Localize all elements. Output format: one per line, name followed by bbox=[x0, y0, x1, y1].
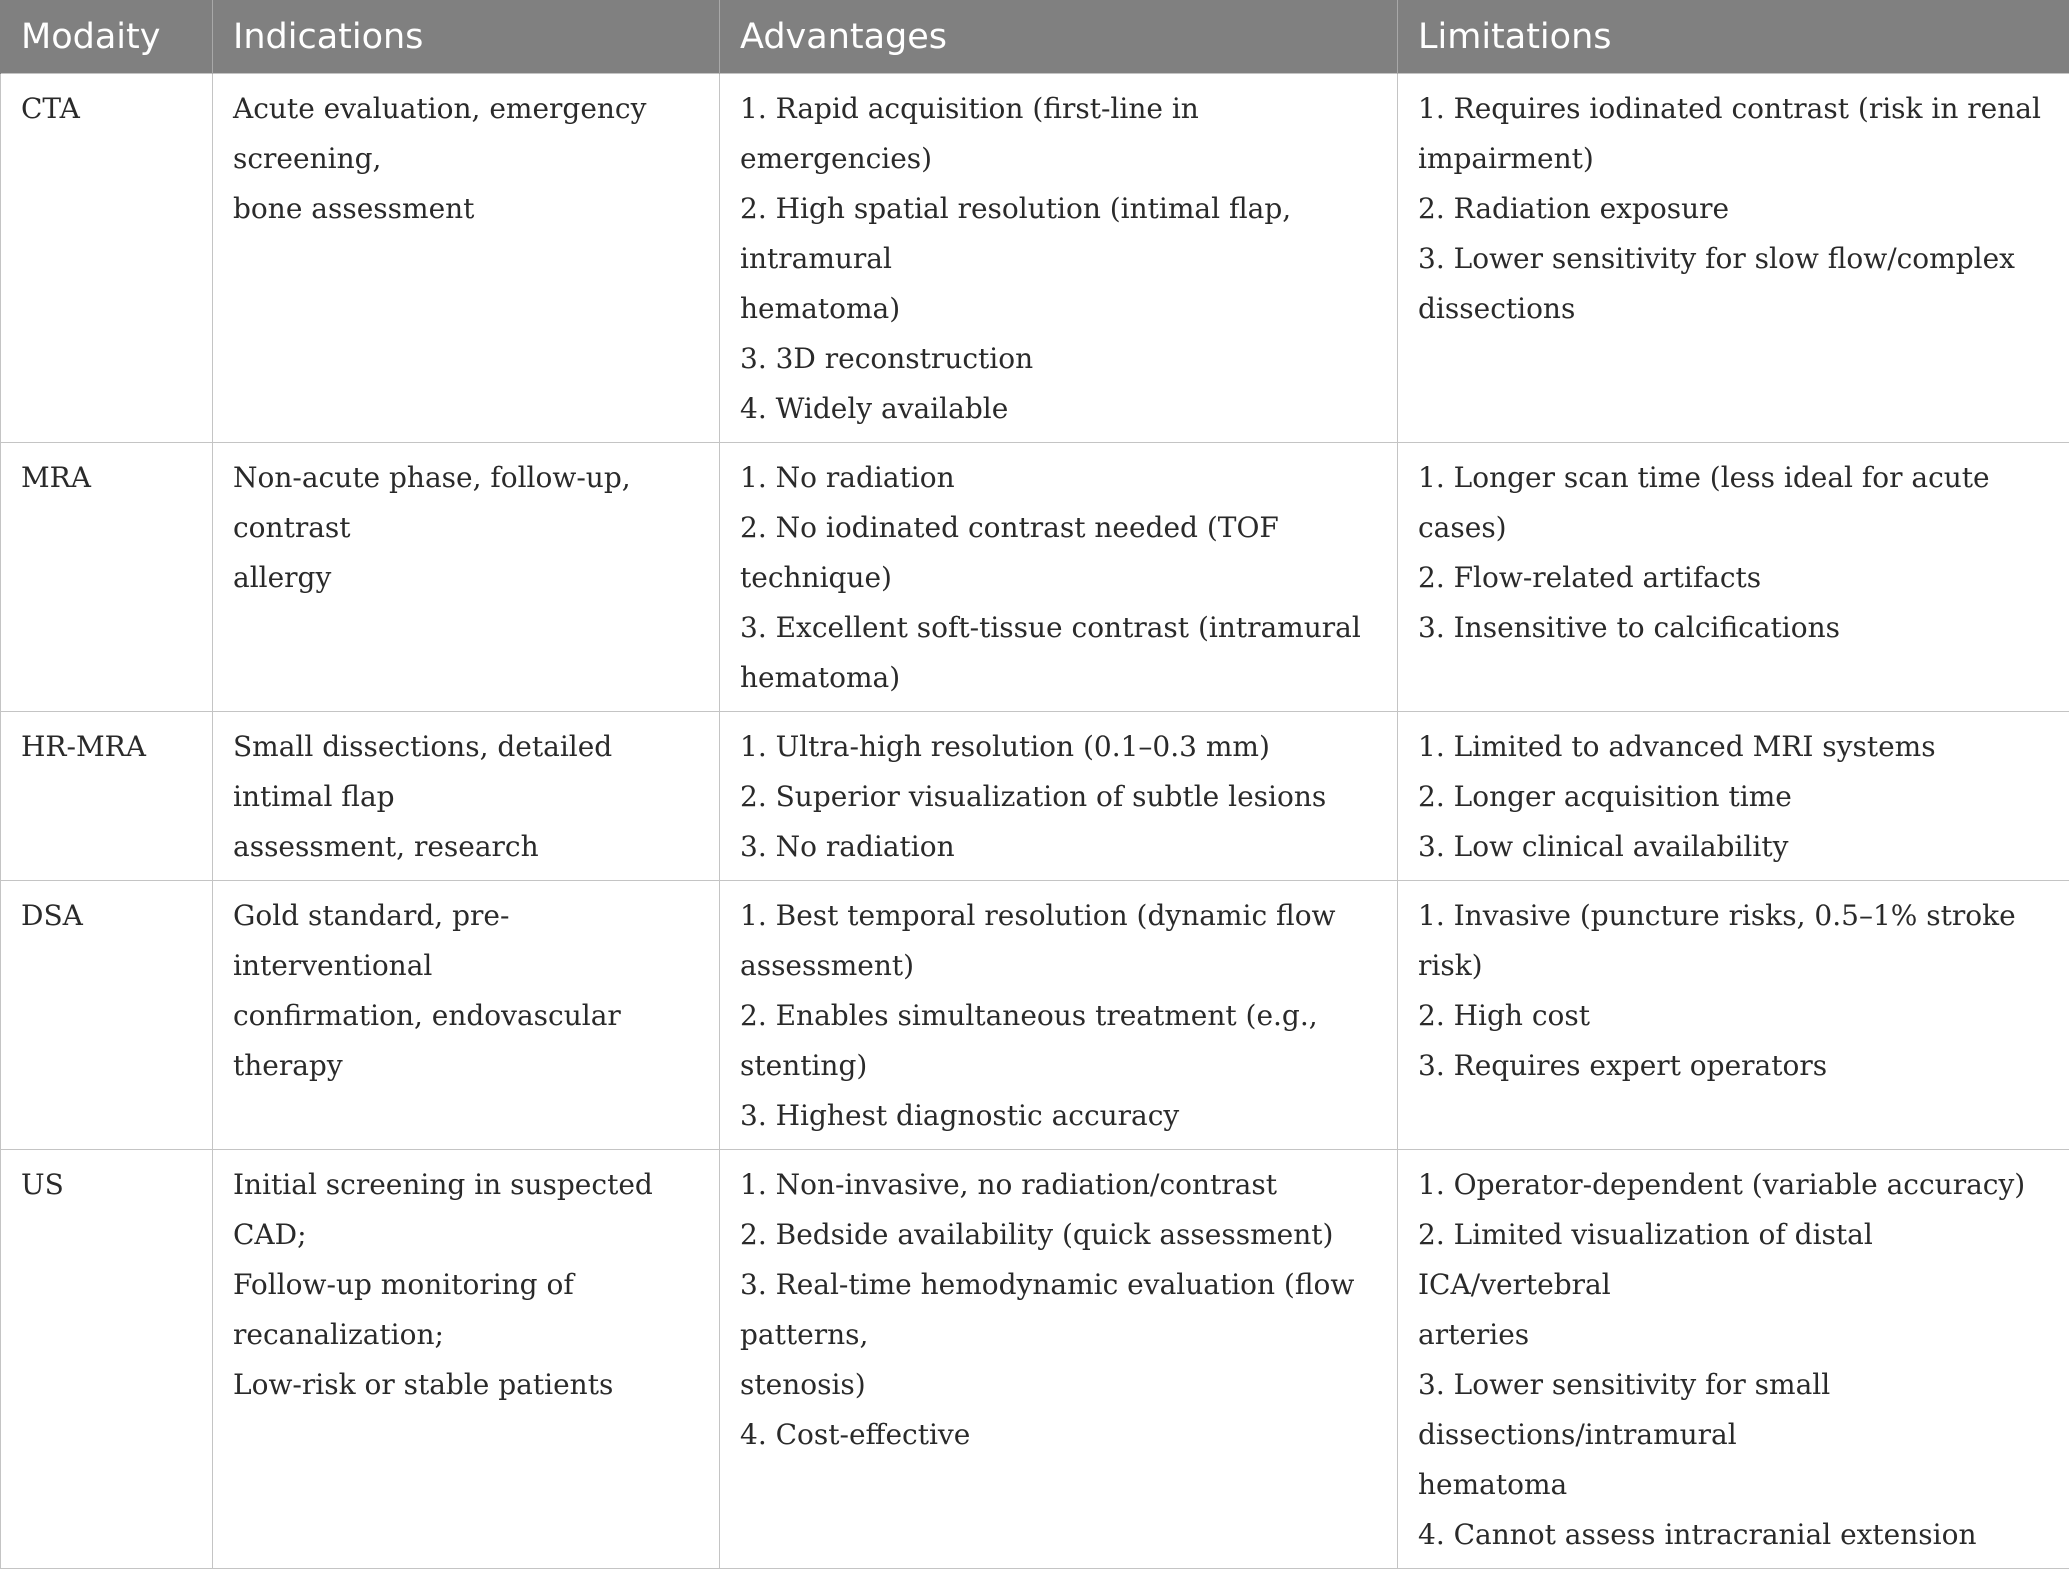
cell-modality bbox=[1, 443, 213, 712]
limitations-line: hematoma bbox=[1418, 1460, 2057, 1510]
indications-line: Small dissections, detailed intimal flap bbox=[233, 722, 707, 822]
cell-modality bbox=[1, 74, 213, 443]
header-indications: Indications bbox=[213, 1, 720, 74]
cell-limitations bbox=[1398, 443, 2069, 712]
advantages-line: 3. Excellent soft-tissue contrast (intramural bbox=[740, 603, 1385, 653]
limitations-line: 1. Invasive (puncture risks, 0.5–1% stroke risk) bbox=[1418, 891, 2057, 991]
indications-line: Initial screening in suspected CAD; bbox=[233, 1160, 707, 1260]
advantages-line: 2. No iodinated contrast needed (TOF technique) bbox=[740, 503, 1385, 603]
modality-name: CTA bbox=[21, 84, 200, 134]
indications-line: bone assessment bbox=[233, 184, 707, 234]
limitations-line: 3. Insensitive to calcifications bbox=[1418, 603, 2057, 653]
advantages-line: stenosis) bbox=[740, 1360, 1385, 1410]
limitations-line: impairment) bbox=[1418, 134, 2057, 184]
advantages-line: 2. Bedside availability (quick assessment) bbox=[740, 1210, 1385, 1260]
cell-advantages bbox=[720, 443, 1398, 712]
indications-line: assessment, research bbox=[233, 822, 707, 872]
cell-indications bbox=[213, 74, 720, 443]
limitations-line: 3. Lower sensitivity for small dissections/intramural bbox=[1418, 1360, 2057, 1460]
limitations-line: 2. Radiation exposure bbox=[1418, 184, 2057, 234]
cell-indications bbox=[213, 712, 720, 881]
advantages-line: 1. Ultra-high resolution (0.1–0.3 mm) bbox=[740, 722, 1385, 772]
advantages-line: 1. Best temporal resolution (dynamic flow assessment) bbox=[740, 891, 1385, 991]
table-row bbox=[1, 74, 2069, 443]
modality-name: DSA bbox=[21, 891, 200, 941]
table-body bbox=[1, 74, 2069, 1569]
limitations-line: 3. Low clinical availability bbox=[1418, 822, 2057, 872]
limitations-line: 2. High cost bbox=[1418, 991, 2057, 1041]
table-row bbox=[1, 881, 2069, 1150]
cell-indications bbox=[213, 443, 720, 712]
limitations-line: 1. Longer scan time (less ideal for acute cases) bbox=[1418, 453, 2057, 553]
cell-limitations bbox=[1398, 712, 2069, 881]
header-limitations: Limitations bbox=[1398, 1, 2069, 74]
advantages-line: 3. 3D reconstruction bbox=[740, 334, 1385, 384]
table-row bbox=[1, 712, 2069, 881]
advantages-line: 1. Rapid acquisition (first-line in emergencies) bbox=[740, 84, 1385, 184]
cell-modality bbox=[1, 1150, 213, 1569]
advantages-line: 4. Widely available bbox=[740, 384, 1385, 434]
cell-advantages bbox=[720, 74, 1398, 443]
header-row bbox=[1, 1, 2069, 74]
cell-limitations bbox=[1398, 74, 2069, 443]
indications-line: Acute evaluation, emergency screening, bbox=[233, 84, 707, 184]
advantages-line: 2. High spatial resolution (intimal flap, intramural bbox=[740, 184, 1385, 284]
limitations-line: 2. Limited visualization of distal ICA/vertebral bbox=[1418, 1210, 2057, 1310]
indications-line: Non-acute phase, follow-up, contrast bbox=[233, 453, 707, 553]
advantages-line: hematoma) bbox=[740, 653, 1385, 703]
cell-limitations bbox=[1398, 1150, 2069, 1569]
cell-modality bbox=[1, 881, 213, 1150]
advantages-line: 1. No radiation bbox=[740, 453, 1385, 503]
limitations-line: 3. Lower sensitivity for slow flow/complex dissections bbox=[1418, 234, 2057, 334]
limitations-line: 2. Flow-related artifacts bbox=[1418, 553, 2057, 603]
table-row bbox=[1, 443, 2069, 712]
modality-name: US bbox=[21, 1160, 200, 1210]
limitations-line: 2. Longer acquisition time bbox=[1418, 772, 2057, 822]
cell-limitations bbox=[1398, 881, 2069, 1150]
limitations-line: arteries bbox=[1418, 1310, 2057, 1360]
cell-indications bbox=[213, 1150, 720, 1569]
table-header bbox=[1, 1, 2069, 74]
modality-name: HR-MRA bbox=[21, 722, 200, 772]
advantages-line: 1. Non-invasive, no radiation/contrast bbox=[740, 1160, 1385, 1210]
cell-advantages bbox=[720, 1150, 1398, 1569]
header-advantages: Advantages bbox=[720, 1, 1398, 74]
table-row bbox=[1, 1150, 2069, 1569]
cell-advantages bbox=[720, 712, 1398, 881]
modality-name: MRA bbox=[21, 453, 200, 503]
advantages-line: 2. Enables simultaneous treatment (e.g., stenting) bbox=[740, 991, 1385, 1091]
header-modality: Modaity bbox=[1, 1, 213, 74]
limitations-line: 1. Limited to advanced MRI systems bbox=[1418, 722, 2057, 772]
advantages-line: 2. Superior visualization of subtle lesions bbox=[740, 772, 1385, 822]
cell-modality bbox=[1, 712, 213, 881]
limitations-line: 1. Requires iodinated contrast (risk in renal bbox=[1418, 84, 2057, 134]
limitations-line: 4. Cannot assess intracranial extension bbox=[1418, 1510, 2057, 1560]
limitations-line: 1. Operator-dependent (variable accuracy) bbox=[1418, 1160, 2057, 1210]
limitations-line: 3. Requires expert operators bbox=[1418, 1041, 2057, 1091]
indications-line: Low-risk or stable patients bbox=[233, 1360, 707, 1410]
advantages-line: 3. Real-time hemodynamic evaluation (flow patterns, bbox=[740, 1260, 1385, 1360]
advantages-line: 4. Cost-effective bbox=[740, 1410, 1385, 1460]
advantages-line: 3. No radiation bbox=[740, 822, 1385, 872]
indications-line: Gold standard, pre-interventional bbox=[233, 891, 707, 991]
advantages-line: 3. Highest diagnostic accuracy bbox=[740, 1091, 1385, 1141]
cell-indications bbox=[213, 881, 720, 1150]
indications-line: confirmation, endovascular therapy bbox=[233, 991, 707, 1091]
indications-line: allergy bbox=[233, 553, 707, 603]
advantages-line: hematoma) bbox=[740, 284, 1385, 334]
indications-line: Follow-up monitoring of recanalization; bbox=[233, 1260, 707, 1360]
cell-advantages bbox=[720, 881, 1398, 1150]
